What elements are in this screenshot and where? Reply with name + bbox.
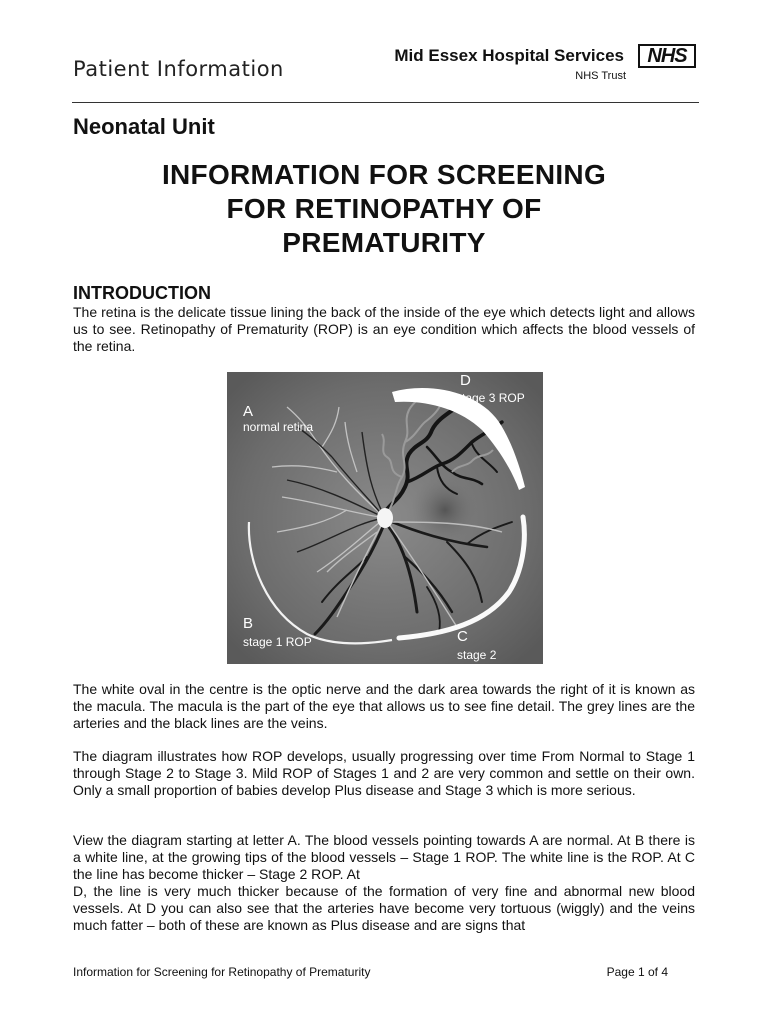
label-a-caption: normal retina [243, 420, 314, 434]
optic-nerve [377, 508, 393, 528]
label-b-caption: stage 1 ROP [243, 635, 312, 649]
retina-diagram [227, 372, 543, 664]
introduction-heading: INTRODUCTION [73, 283, 211, 303]
rop-development-paragraph: The diagram illustrates how ROP develops, usually progressing over time From Normal to Stage 1 through Stage 2 to Stage 3. Mild ROP of Stages 1 and 2 are very common and settle on their own. Only a small proportion of babies develop Plus disease and Stage 3 which is more serious. [73, 748, 695, 798]
footer-page-number: Page 1 of 4 [606, 965, 668, 979]
trust-name: Mid Essex Hospital Services [394, 46, 624, 65]
nhs-logo: NHS [638, 44, 696, 68]
label-c-caption: stage 2 [457, 648, 497, 662]
label-d-letter: D [460, 372, 471, 389]
walkthrough-part-2: D, the line is very much thicker because of the formation of very fine and abnormal new blood vessels. At D you can also see that the arteries have become very tortuous (wiggly) and the veins much fatter – both of these are known as Plus disease and are signs that [73, 883, 695, 933]
label-b-letter: B [243, 615, 254, 632]
header-divider [72, 102, 699, 103]
diagram-walkthrough-paragraph [73, 832, 695, 934]
label-a-letter: A [243, 403, 254, 420]
unit-heading: Neonatal Unit [73, 114, 215, 139]
introduction-paragraph: The retina is the delicate tissue lining the back of the inside of the eye which detects light and allows us to see. Retinopathy of Prematurity (ROP) is an eye condition which affects the blood vessels of the retina. [73, 304, 695, 354]
patient-information-label: Patient Information [73, 57, 284, 81]
trust-header [376, 42, 696, 86]
footer-document-title: Information for Screening for Retinopathy of Prematurity [73, 965, 371, 979]
trust-subtitle: NHS Trust [575, 70, 626, 82]
title-line-1: INFORMATION FOR SCREENING [161, 159, 607, 190]
label-c-letter: C [457, 628, 468, 645]
walkthrough-part-1: View the diagram starting at letter A. The blood vessels pointing towards A are normal. At B there is a white line, at the growing tips of the blood vessels – Stage 1 ROP. The white line is the ROP. At C the line has become thicker – Stage 2 ROP. At [73, 832, 695, 882]
title-line-2: FOR RETINOPATHY OF [226, 193, 542, 224]
optic-nerve-paragraph: The white oval in the centre is the optic nerve and the dark area towards the right of it is known as the macula. The macula is the part of the eye that allows us to see fine detail. The grey lines are the arteries and the black lines are the veins. [73, 681, 695, 731]
document-title [0, 158, 768, 260]
label-d-caption: stage 3 ROP [456, 391, 525, 405]
title-line-3: PREMATURITY [282, 227, 486, 258]
